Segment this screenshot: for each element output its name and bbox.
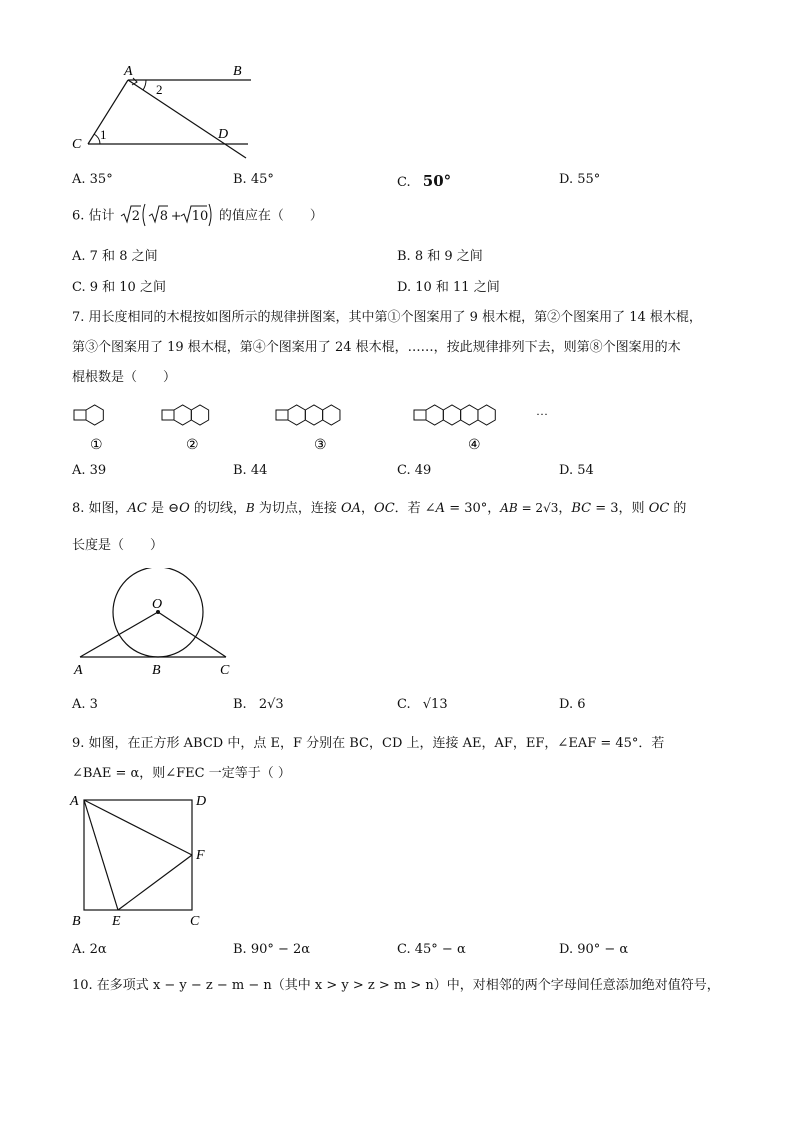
q5-figure [66, 58, 266, 168]
q8-oc: OC [374, 501, 395, 516]
q8-text: ， [558, 501, 572, 516]
q9-option-d[interactable]: D. 90° − α [559, 942, 629, 957]
q5-angle-2: 2 [156, 82, 163, 97]
q6-plus: + [170, 209, 182, 224]
q6-suffix: 的值应在（ ） [218, 208, 323, 224]
q6-stem [72, 206, 323, 227]
q8-option-d[interactable]: D. 6 [559, 697, 586, 712]
q8-text: = 3，则 [591, 501, 649, 516]
q6-option-b[interactable]: B. 8 和 9 之间 [397, 249, 483, 264]
q7-hexagon [174, 405, 191, 425]
q5-label-D: D [218, 127, 229, 142]
q8-text: = 30°， [445, 501, 501, 516]
q8-text: 8. 如图， [72, 501, 128, 516]
q8-o: O [179, 501, 190, 516]
q5-angle-1: 1 [100, 127, 107, 142]
q5-option-c-value: 50° [422, 172, 452, 190]
q5-option-a[interactable]: A. 35° [72, 172, 113, 187]
q8-label-C: C [220, 663, 230, 678]
q8-line-1 [72, 498, 686, 519]
q7-hexagon [443, 405, 460, 425]
q9-label-D: D [196, 794, 207, 809]
q8-label-A: A [74, 663, 83, 678]
q7-patterns [74, 405, 495, 425]
q6-option-a[interactable]: A. 7 和 8 之间 [72, 249, 158, 264]
q7-label-3: ③ [314, 438, 327, 453]
q9-figure [66, 790, 226, 932]
q6-option-d[interactable]: D. 10 和 11 之间 [397, 280, 500, 295]
q7-ellipsis: ··· [536, 407, 548, 421]
q8-option-c-value: √13 [422, 697, 448, 712]
q8-text: ．若 ∠ [394, 501, 436, 516]
q5-option-c-letter: C. [397, 175, 411, 190]
q8-option-b[interactable] [233, 697, 284, 712]
q8-line-2: 长度是（ ） [72, 538, 164, 553]
q9-label-B: B [72, 914, 81, 929]
q9-label-F: F [196, 848, 205, 863]
q6-expression [119, 206, 215, 226]
q7-pattern-2 [162, 405, 209, 425]
q8-ab: AB [500, 501, 518, 515]
q7-hexagon [323, 405, 340, 425]
q8-b: B [245, 501, 255, 515]
q8-option-b-value: 2√3 [258, 697, 284, 712]
q7-hexagon [478, 405, 495, 425]
q5-option-d[interactable]: D. 55° [559, 172, 601, 187]
q7-label-1: ① [90, 438, 103, 453]
q5-option-c[interactable] [397, 172, 451, 190]
q9-option-c[interactable]: C. 45° − α [397, 942, 466, 957]
q7-pattern-3 [276, 405, 340, 425]
q6-option-c[interactable]: C. 9 和 10 之间 [72, 280, 166, 295]
q9-line-2: ∠BAE = α，则∠FEC 一定等于（ ） [72, 766, 291, 781]
q5-label-A: A [124, 64, 133, 79]
q7-hexagon [305, 405, 322, 425]
q5-label-B: B [233, 64, 242, 79]
q8-ab-value: = 2√3 [517, 501, 559, 515]
q10-line-1: 10. 在多项式 x − y − z − m − n（其中 x > y > z > m > n）中，对相邻的两个字母间任意添加绝对值符号， [72, 978, 720, 993]
q8-text: 的 [669, 501, 687, 516]
q7-line-2: 第③个图案用了 19 根木棍，第④个图案用了 24 根木棍，……，按此规律排列下去，则第⑧个图案用的木 [72, 340, 681, 355]
q8-text: 是 ⊖ [146, 501, 180, 516]
q9-line-1: 9. 如图，在正方形 ABCD 中，点 E，F 分别在 BC，CD 上，连接 AE，AF，EF，∠EAF = 45°．若 [72, 736, 665, 751]
q8-option-a[interactable]: A. 3 [72, 697, 98, 712]
q6-sqrt2-radicand: 2 [131, 209, 140, 224]
q5-label-C: C [72, 137, 82, 152]
q7-hexagon [191, 405, 208, 425]
q7-hexagon [461, 405, 478, 425]
q6-sqrt8-radicand: 8 [159, 209, 168, 224]
q8-oa: OA [340, 501, 362, 516]
q5-option-b[interactable]: B. 45° [233, 172, 274, 187]
q7-square [74, 410, 86, 420]
q7-hexagon [426, 405, 443, 425]
q7-label-2: ② [186, 438, 199, 453]
q8-a: A [435, 501, 446, 516]
q7-option-b[interactable]: B. 44 [233, 463, 268, 478]
q9-label-C: C [190, 914, 200, 929]
q9-label-E: E [112, 914, 121, 929]
q8-text: ， [361, 501, 375, 516]
q8-option-c[interactable] [397, 697, 448, 712]
q6-prefix: 6. 估计 [72, 208, 115, 224]
q7-option-d[interactable]: D. 54 [559, 463, 594, 478]
q7-square [414, 410, 426, 420]
q8-text: 的切线， [189, 501, 246, 516]
q9-label-A: A [70, 794, 79, 809]
q9-option-a[interactable]: A. 2α [72, 942, 107, 957]
q6-sqrt10-radicand: 10 [191, 209, 209, 224]
q8-text: 为切点，连接 [254, 501, 341, 516]
q7-option-a[interactable]: A. 39 [72, 463, 107, 478]
q8-option-c-letter: C. [397, 697, 411, 712]
q8-option-b-letter: B. [233, 697, 247, 712]
q7-option-c[interactable]: C. 49 [397, 463, 432, 478]
q8-oc: OC [648, 501, 670, 516]
q7-square [162, 410, 174, 420]
q7-square [276, 410, 288, 420]
q7-pattern-1 [74, 405, 103, 425]
q7-line-1: 7. 用长度相同的木棍按如图所示的规律拼图案，其中第①个图案用了 9 根木棍，第②个图案用了 14 根木棍， [72, 310, 702, 325]
q8-label-B: B [152, 663, 161, 678]
q8-figure [66, 568, 256, 682]
q7-line-3: 棍根数是（ ） [72, 370, 177, 385]
q7-pattern-4 [414, 405, 495, 425]
q9-option-b[interactable]: B. 90° − 2α [233, 942, 311, 957]
q8-bc: BC [571, 501, 592, 516]
q7-label-4: ④ [468, 438, 481, 453]
q7-hexagon [288, 405, 305, 425]
q8-label-O: O [152, 597, 163, 612]
q8-ac: AC [127, 501, 147, 516]
q7-hexagon [86, 405, 103, 425]
q7-figure [66, 396, 566, 456]
